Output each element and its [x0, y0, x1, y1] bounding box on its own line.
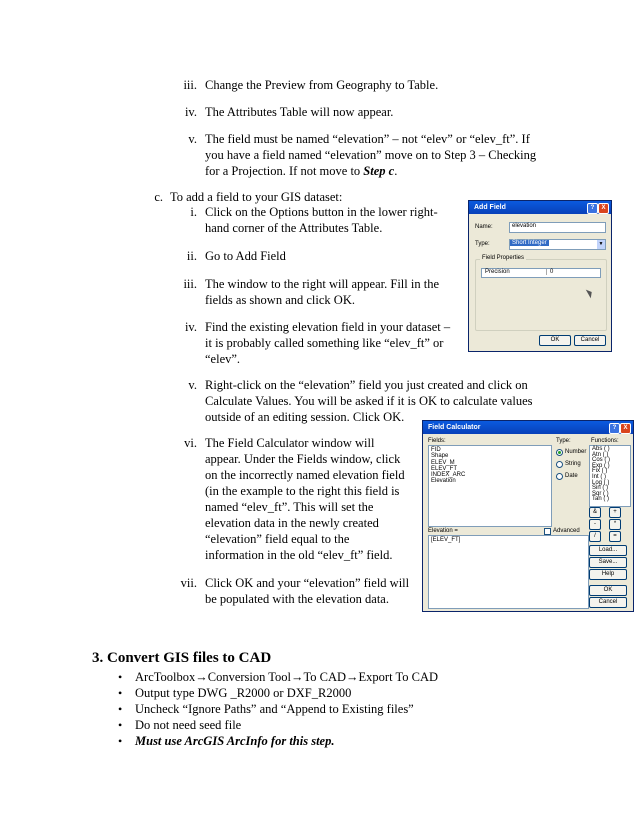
step-c-v-line2: Calculate Values. You will be asked if it is OK to calculate values: [205, 394, 533, 408]
list-item[interactable]: ELEV_FT: [431, 465, 458, 472]
bullet-4: Do not need seed file: [135, 718, 242, 732]
chevron-down-icon[interactable]: ▼: [598, 241, 604, 247]
step-v-line3-c: .: [394, 164, 398, 178]
field-properties-group: [475, 255, 607, 331]
list-item[interactable]: Cos ( ): [592, 457, 610, 464]
add-field-dialog: [468, 200, 612, 352]
list-item[interactable]: Sin ( ): [592, 485, 609, 492]
help-icon[interactable]: ?: [587, 203, 598, 214]
step-c-text: To add a field to your GIS dataset:: [170, 190, 343, 204]
radio-date-label: Date: [565, 473, 578, 479]
step-c-iv-line1: Find the existing elevation field in your dataset –: [205, 320, 451, 334]
precision-label: Precision: [485, 269, 510, 275]
bullet-icon: •: [118, 686, 123, 700]
step-c-vi-line5: named “elev_ft”. This will set the: [205, 500, 374, 514]
arrow-icon: →: [291, 670, 304, 684]
help-icon[interactable]: ?: [609, 423, 620, 434]
step-c-iv-num: iv.: [184, 320, 197, 334]
type-label: Type:: [556, 438, 571, 444]
close-icon[interactable]: X: [598, 203, 609, 214]
bullet-1-b: Conversion Tool: [207, 670, 292, 684]
step-c-ii-text: Go to Add Field: [205, 249, 286, 263]
ok-button[interactable]: OK: [589, 585, 627, 596]
bullet-icon: •: [118, 702, 123, 716]
op-ampersand-button[interactable]: &: [589, 507, 601, 518]
op-divide-button[interactable]: /: [589, 531, 601, 542]
step-iii-text: Change the Preview from Geography to Table.: [205, 78, 439, 92]
name-value: elevation: [512, 223, 537, 229]
name-label: Name:: [475, 224, 493, 230]
step-v-line3: [205, 164, 397, 179]
step-c-v-line1: Right-click on the “elevation” field you just created and click on: [205, 378, 528, 392]
advanced-label: Advanced: [553, 528, 580, 534]
precision-value: 0: [546, 269, 553, 275]
step-v-line1: The field must be named “elevation” – not “elev” or “elev_ft”. If: [205, 132, 530, 146]
list-item[interactable]: INDEX_ARC: [431, 472, 466, 479]
save-button[interactable]: Save...: [589, 557, 627, 568]
bullet-1-d: Export To CAD: [358, 670, 438, 684]
radio-number-label: Number: [565, 449, 587, 455]
list-item[interactable]: Int ( ): [592, 473, 607, 480]
field-properties-label: Field Properties: [482, 255, 525, 261]
radio-string[interactable]: [556, 461, 563, 468]
bullet-icon: •: [118, 734, 123, 748]
list-item[interactable]: Fix ( ): [592, 468, 608, 475]
add-field-title: Add Field: [474, 204, 506, 211]
bullet-2: Output type DWG _R2000 or DXF_R2000: [135, 686, 352, 700]
list-item[interactable]: Elevation: [431, 478, 456, 485]
step-v-num: v.: [188, 132, 197, 146]
add-field-titlebar: [469, 201, 611, 214]
step-c-vi-line4: (in the example to the right this field is: [205, 484, 400, 498]
bullet-1-a: ArcToolbox: [135, 670, 196, 684]
list-item[interactable]: Shape: [431, 453, 449, 460]
ok-button[interactable]: OK: [539, 335, 571, 346]
step-c-iv-line2: it is probably called something like “elev_ft” or: [205, 336, 444, 350]
step-c-v-line3: outside of an editing session. Click OK.: [205, 410, 405, 424]
bullet-1-c: To CAD: [303, 670, 347, 684]
op-minus-button[interactable]: -: [589, 519, 601, 530]
step-c-iii-line1: The window to the right will appear. Fill in the: [205, 277, 439, 291]
step-c-num: c.: [154, 190, 163, 204]
step-c-vi-line8: information in the old “elev_ft” field.: [205, 548, 393, 562]
type-select[interactable]: [509, 239, 606, 250]
help-button[interactable]: Help: [589, 569, 627, 580]
step-c-i-num: i.: [190, 205, 197, 219]
arrow-icon: →: [346, 670, 359, 684]
step-iv-text: The Attributes Table will now appear.: [205, 105, 394, 119]
section-3-heading: 3. Convert GIS files to CAD: [92, 650, 272, 666]
step-c-vi-line6: elevation data in the newly created: [205, 516, 379, 530]
list-item[interactable]: Sqr ( ): [592, 490, 609, 497]
op-plus-button[interactable]: +: [609, 507, 621, 518]
step-c-vi-line2: appear. Under the Fields window, click: [205, 452, 401, 466]
list-item[interactable]: Atn ( ): [592, 451, 609, 458]
precision-row[interactable]: [481, 268, 601, 278]
radio-number[interactable]: [556, 449, 563, 456]
name-field[interactable]: [509, 222, 606, 233]
list-item[interactable]: Tan ( ): [592, 496, 610, 503]
bullet-5: Must use ArcGIS ArcInfo for this step.: [135, 734, 335, 748]
step-iii-num: iii.: [183, 78, 197, 92]
step-c-vi-line3: on the incorrectly named elevation field: [205, 468, 405, 482]
close-icon[interactable]: X: [620, 423, 631, 434]
step-c-link: Step c: [363, 164, 395, 178]
step-c-vi-num: vi.: [184, 436, 197, 450]
step-c-iii-line2: fields as shown and click OK.: [205, 293, 355, 307]
expression-input[interactable]: [428, 535, 589, 609]
advanced-checkbox[interactable]: [544, 528, 551, 535]
field-calculator-titlebar: [423, 421, 633, 434]
list-item[interactable]: Abs ( ): [592, 446, 610, 452]
type-label: Type:: [475, 241, 490, 247]
expression-label: Elevation =: [428, 528, 458, 534]
step-iv-num: iv.: [184, 105, 197, 119]
step-v-line3-a: for a Projection. If not move to: [205, 164, 364, 178]
bullet-icon: •: [118, 670, 123, 684]
functions-label: Functions:: [591, 438, 619, 444]
bullet-3: Uncheck “Ignore Paths” and “Append to Existing files”: [135, 702, 414, 716]
step-c-iii-num: iii.: [183, 277, 197, 291]
type-value: Short Integer: [512, 240, 547, 246]
step-c-vii-line2: be populated with the elevation data.: [205, 592, 389, 606]
list-item[interactable]: Exp ( ): [592, 462, 610, 469]
fields-list[interactable]: [428, 445, 552, 527]
step-c-vi-line7: “elevation” field equal to the: [205, 532, 350, 546]
list-item[interactable]: FID: [431, 447, 441, 453]
radio-date[interactable]: [556, 473, 563, 480]
radio-string-label: String: [565, 461, 581, 467]
step-c-ii-num: ii.: [186, 249, 197, 263]
step-c-i-line2: hand corner of the Attributes Table.: [205, 221, 383, 235]
fields-label: Fields:: [428, 438, 446, 444]
list-item[interactable]: Log ( ): [592, 479, 610, 486]
list-item[interactable]: ELEV_M: [431, 459, 455, 466]
bullet-icon: •: [118, 718, 123, 732]
op-multiply-button[interactable]: *: [609, 519, 621, 530]
step-c-vii-line1: Click OK and your “elevation” field will: [205, 576, 410, 590]
functions-list[interactable]: [589, 445, 631, 507]
bullet-1: [135, 670, 438, 685]
field-calculator-title: Field Calculator: [428, 424, 481, 431]
field-calculator-dialog: [422, 420, 634, 612]
load-button[interactable]: Load...: [589, 545, 627, 556]
step-c-vi-line1: The Field Calculator window will: [205, 436, 375, 450]
cancel-button[interactable]: Cancel: [574, 335, 606, 346]
step-c-iv-line3: “elev”.: [205, 352, 241, 366]
step-c-i-line1: Click on the Options button in the lower right-: [205, 205, 438, 219]
cancel-button[interactable]: Cancel: [589, 597, 627, 608]
step-c-v-num: v.: [188, 378, 197, 392]
op-equals-button[interactable]: =: [609, 531, 621, 542]
arrow-icon: →: [195, 670, 208, 684]
expression-value: [ELEV_FT]: [431, 537, 461, 543]
cursor-icon: [586, 288, 594, 299]
step-v-line2: you have a field named “elevation” move on to Step 3 – Checking: [205, 148, 537, 162]
step-c-vii-num: vii.: [180, 576, 197, 590]
